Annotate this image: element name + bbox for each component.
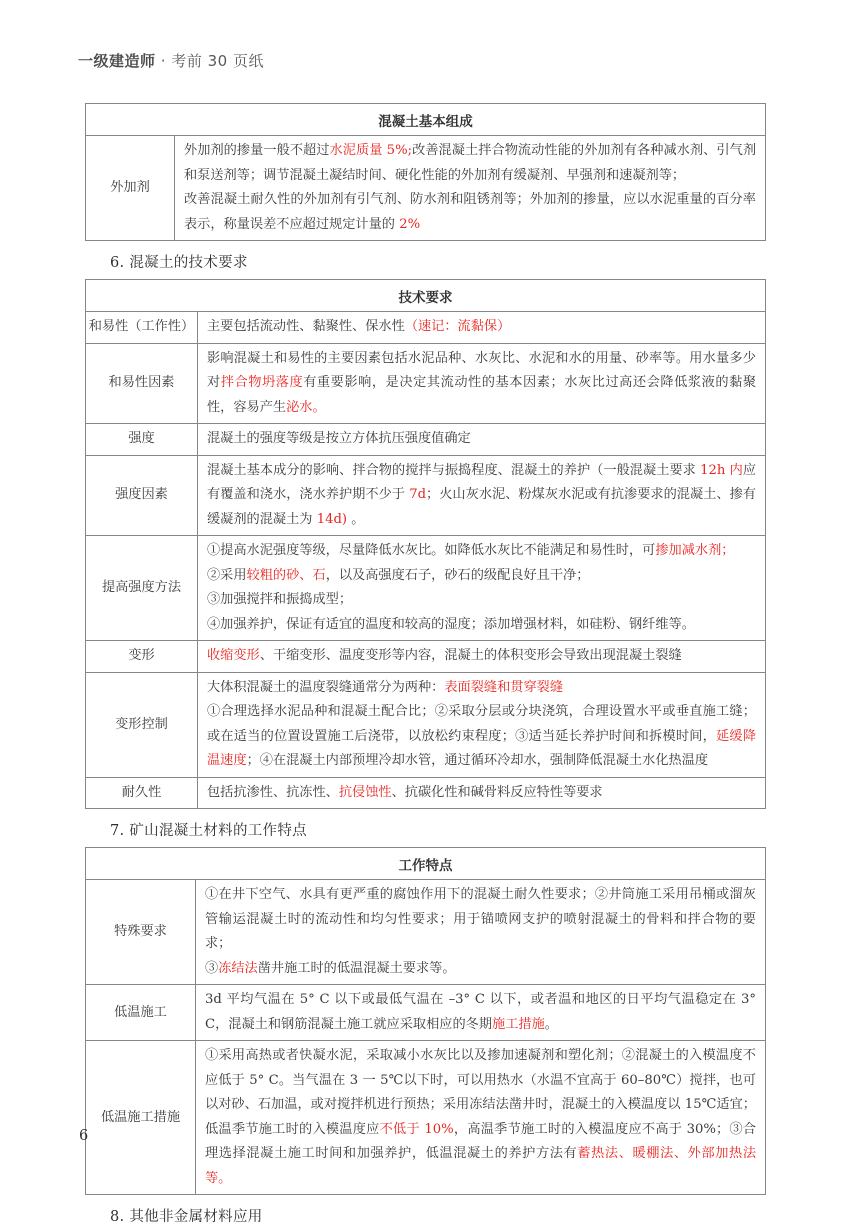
table-row [86, 136, 765, 240]
page-header-subtitle: · 考前 30 页纸 [155, 52, 264, 70]
row-label-workability: 和易性（工作性） [86, 312, 198, 343]
row-content [198, 536, 765, 640]
row-content [198, 641, 765, 672]
page-header [78, 50, 854, 71]
row-content [196, 1041, 765, 1194]
row-label-low-temp-measures: 低温施工措施 [86, 1041, 196, 1194]
paragraph: ①采用高热或者快凝水泥，采取减小水灰比以及掺加速凝剂和塑化剂；②混凝土的入模温度不应低于 5° C。当气温在 3 一 5℃以下时，可以用热水（水温不宜高于 60–80℃）搅拌，也可以对砂、石加温，或对搅拌机进行预热；采用冻结法凿井时，混凝土的入模温度以 15℃适宜；低温季节施工时的入模温度应不低于 10%，高温季节施工时的入模温度应不高于 30%；③合理选择混凝土施工时间和加强养护，低温混凝土的养护方法有蓄热法、暖棚法、外部加热法等。 [205, 1048, 757, 1186]
row-label-low-temp-construction: 低温施工 [86, 985, 196, 1040]
row-label-special-requirements: 特殊要求 [86, 880, 196, 984]
row-label-deformation-control: 变形控制 [86, 673, 198, 777]
row-label-deformation: 变形 [86, 641, 198, 672]
section-heading-8: 8. 其他非金属材料应用 [110, 1209, 263, 1225]
paragraph: 大体积混凝土的温度裂缝通常分为两种：表面裂缝和贯穿裂缝 [207, 679, 564, 695]
paragraph: 改善混凝土耐久性的外加剂有引气剂、防水剂和阻锈剂等；外加剂的掺量，应以水泥重量的百分率表示，称量误差不应超过规定计量的 2% [184, 192, 756, 232]
table-row [86, 344, 765, 425]
paragraph: ①提高水泥强度等级，尽量降低水灰比。如降低水灰比不能满足和易性时，可掺加减水剂； [207, 543, 735, 558]
paragraph: ①合理选择水泥品种和混凝土配合比；②采取分层或分块浇筑，合理设置水平或垂直施工缝；或在适当的位置设置施工后浇带，以放松约束程度；③适当延长养护时间和拆模时间，延缓降温速度；④在混凝土内部预埋冷却水管，通过循环冷却水，强制降低混凝土水化热温度 [207, 704, 757, 768]
section-heading-6: 6. 混凝土的技术要求 [110, 255, 248, 271]
table-title: 混凝土基本组成 [86, 104, 765, 136]
table-row [86, 312, 765, 344]
paragraph: 混凝土的强度等级是按立方体抗压强度值确定 [207, 431, 471, 446]
table-row [86, 880, 765, 985]
table-row [86, 641, 765, 673]
page-header-title: 一级建造师 [78, 52, 156, 70]
paragraph: 影响混凝土和易性的主要因素包括水泥品种、水灰比、水泥和水的用量、砂率等。用水量多少对拌合物坍落度有重要影响，是决定其流动性的基本因素；水灰比过高还会降低浆液的黏聚性，容易产生泌水。 [207, 350, 757, 415]
paragraph: 3d 平均气温在 5° C 以下或最低气温在 –3° C 以下，或者温和地区的日平均气温稳定在 3° C，混凝土和钢筋混凝土施工就应采取相应的冬期施工措施。 [205, 992, 756, 1032]
row-label-strength-improvement: 提高强度方法 [86, 536, 198, 640]
paragraph: 收缩变形、干缩变形、温度变形等内容，混凝土的体积变形会导致出现混凝土裂缝 [207, 648, 682, 663]
table-title: 工作特点 [86, 848, 765, 880]
table-title: 技术要求 [86, 280, 765, 312]
table-row [86, 985, 765, 1041]
row-label-admixture: 外加剂 [86, 136, 175, 240]
row-content [198, 312, 765, 343]
paragraph: 混凝土基本成分的影响、拌合物的搅拌与振捣程度、混凝土的养护（一般混凝土要求 12h 内应有覆盖和浇水，浇水养护期不少于 7d；火山灰水泥、粉煤灰水泥或有抗渗要求的混凝土、掺有缓凝剂的混凝土为 14d) 。 [207, 462, 756, 527]
paragraph: ④加强养护，保证有适宜的温度和较高的湿度；添加增强材料，如硅粉、钢纤维等。 [207, 616, 695, 632]
row-label-workability-factors: 和易性因素 [86, 344, 198, 424]
section-heading-7: 7. 矿山混凝土材料的工作特点 [110, 823, 307, 839]
table-row [86, 424, 765, 456]
table-row [86, 456, 765, 537]
row-content [196, 880, 765, 984]
table-work-characteristics [85, 847, 766, 1195]
table-row [86, 673, 765, 778]
page-number: 6 [79, 1128, 89, 1144]
row-content [198, 424, 765, 455]
paragraph: ②采用较粗的砂、石，以及高强度石子，砂石的级配良好且干净； [207, 567, 590, 583]
paragraph: ③加强搅拌和振捣成型； [207, 592, 353, 607]
paragraph: ③冻结法凿井施工时的低温混凝土要求等。 [205, 960, 456, 976]
paragraph: ①在井下空气、水具有更严重的腐蚀作用下的混凝土耐久性要求；②井筒施工采用吊桶或溜灰管输运混凝土时的流动性和均匀性要求；用于锚喷网支护的喷射混凝土的骨料和拌合物的要求； [205, 887, 756, 951]
row-label-strength-factors: 强度因素 [86, 456, 198, 536]
row-content [175, 136, 765, 240]
row-content [198, 456, 765, 536]
paragraph: 外加剂的掺量一般不超过水泥质量 5%;改善混凝土拌合物流动性能的外加剂有各种减水剂、引气剂和泵送剂等；调节混凝土凝结时间、硬化性能的外加剂有缓凝剂、早强剂和速凝剂等； [184, 143, 757, 183]
row-content [198, 673, 765, 777]
table-row [86, 536, 765, 641]
table-row [86, 1041, 765, 1194]
row-content [198, 344, 765, 424]
row-content [196, 985, 765, 1040]
table-row [86, 778, 765, 809]
table-technical-requirements [85, 279, 766, 809]
row-label-strength: 强度 [86, 424, 198, 455]
paragraph: 包括抗渗性、抗冻性、抗侵蚀性、抗碳化性和碱骨料反应特性等要求 [207, 784, 603, 800]
table-concrete-basic-composition [85, 103, 766, 241]
row-content [198, 778, 765, 809]
row-label-durability: 耐久性 [86, 778, 198, 809]
paragraph: 主要包括流动性、黏聚性、保水性（速记：流黏保） [207, 319, 511, 334]
